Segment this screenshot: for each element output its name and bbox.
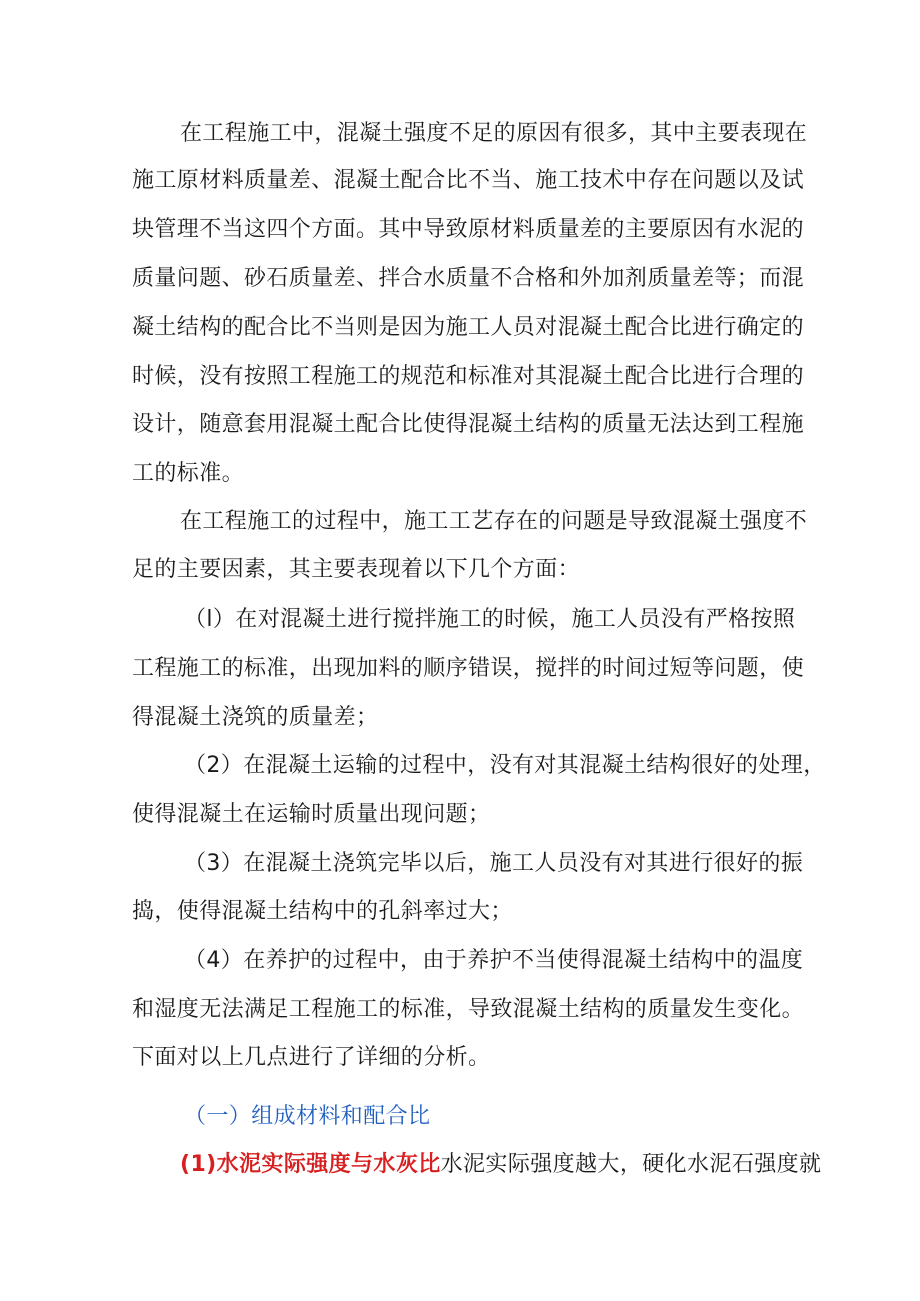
- paragraph-1-line-2: 施工原材料质量差、混凝土配合比不当、施工技术中存在问题以及试: [132, 168, 805, 193]
- item-4-line-3: 下面对以上几点进行了详细的分析。: [132, 1045, 491, 1070]
- subsection-line: [180, 1150, 840, 1180]
- subsection-highlight: (1)水泥实际强度与水灰比: [180, 1152, 441, 1177]
- item-3-line-2: 捣，使得混凝土结构中的孔斜率过大；: [132, 899, 513, 924]
- item-1-line-3: 得混凝土浇筑的质量差；: [132, 705, 379, 730]
- item-1-line-2: 工程施工的标准，出现加料的顺序错误，搅拌的时间过短等问题，使: [132, 656, 805, 681]
- subsection-rest: 水泥实际强度越大，硬化水泥石强度就: [440, 1152, 822, 1177]
- paragraph-1-line-8: 工的标准。: [132, 461, 245, 486]
- item-4-line-1: （4）在养护的过程中，由于养护不当使得混凝土结构中的温度: [184, 948, 804, 973]
- item-1-line-1: （l）在对混凝土进行搅拌施工的时候，施工人员没有严格按照: [184, 607, 796, 632]
- paragraph-1-line-4: 质量问题、砂石质量差、拌合水质量不合格和外加剂质量差等；而混: [132, 266, 805, 291]
- paragraph-2-line-1: 在工程施工的过程中，施工工艺存在的问题是导致混凝土强度不: [180, 509, 808, 534]
- paragraph-1-line-7: 设计，随意套用混凝土配合比使得混凝土结构的质量无法达到工程施: [132, 412, 805, 437]
- item-4-line-2: 和湿度无法满足工程施工的标准，导致混凝土结构的质量发生变化。: [132, 997, 805, 1022]
- paragraph-1-line-3: 块管理不当这四个方面。其中导致原材料质量差的主要原因有水泥的: [132, 217, 805, 242]
- paragraph-2-line-2: 足的主要因素，其主要表现着以下几个方面：: [132, 557, 581, 582]
- item-3-line-1: （3）在混凝土浇筑完毕以后，施工人员没有对其进行很好的振: [184, 851, 804, 876]
- paragraph-1-line-1: 在工程施工中，混凝土强度不足的原因有很多，其中主要表现在: [180, 121, 808, 146]
- paragraph-1-line-6: 时候，没有按照工程施工的规范和标准对其混凝土配合比进行合理的: [132, 364, 805, 389]
- paragraph-1-line-5: 凝土结构的配合比不当则是因为施工人员对混凝土配合比进行确定的: [132, 315, 805, 340]
- item-2-line-2: 使得混凝土在运输时质量出现问题；: [132, 802, 491, 827]
- item-2-line-1: （2）在混凝土运输的过程中，没有对其混凝土结构很好的处理，: [184, 753, 826, 778]
- section-heading: （一）组成材料和配合比: [184, 1104, 431, 1129]
